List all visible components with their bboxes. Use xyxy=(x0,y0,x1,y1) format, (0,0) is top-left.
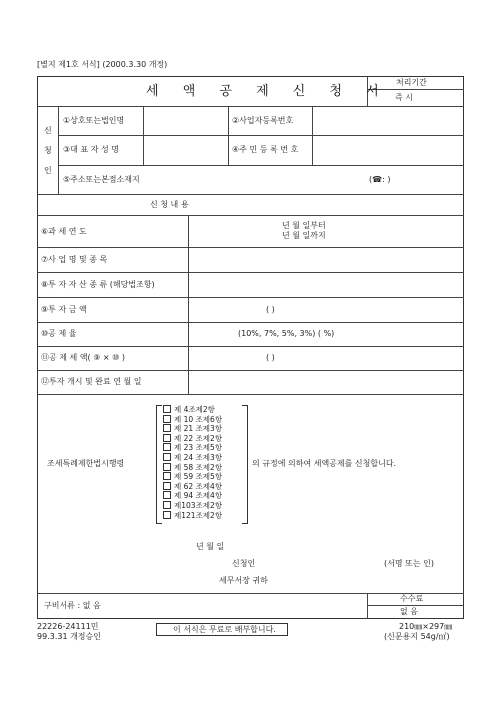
law-article-label: 제 10 조제6항 xyxy=(174,414,223,424)
law-statement: 의 규정에 의하여 세액공제를 신청합니다. xyxy=(252,459,397,468)
credit-label: ⑪공 제 세 액( ⑨ × ⑩ ) xyxy=(41,353,126,362)
divider xyxy=(37,370,464,371)
divider xyxy=(37,194,464,195)
checkbox-icon[interactable] xyxy=(163,405,171,413)
checkbox-icon[interactable] xyxy=(163,472,171,480)
checkbox-icon[interactable] xyxy=(163,424,171,432)
checkbox-icon[interactable] xyxy=(163,434,171,442)
free-notice: 이 서식은 무료로 배부합니다. xyxy=(173,625,276,634)
checkbox-icon[interactable] xyxy=(163,511,171,519)
company-name-label: ①상호또는법인명 xyxy=(63,116,125,125)
period-label: ⑫투자 개시 및 완료 연 월 일 xyxy=(41,377,142,386)
processing-label: 처리기간 xyxy=(396,78,427,87)
signature-applicant: 신청인 xyxy=(232,559,256,568)
signature-note: (서명 또는 인) xyxy=(384,559,434,568)
law-article-label: 제 24 조제3항 xyxy=(174,452,223,462)
applicant-label-3: 인 xyxy=(44,166,52,175)
form-title: 세 액 공 제 신 청 서 xyxy=(146,84,389,99)
law-article-label: 제 21 조제3항 xyxy=(174,424,223,434)
law-article-label: 제 4조제2항 xyxy=(174,405,215,414)
address-label: ⑤주소또는본점소재지 xyxy=(63,175,140,184)
rate-label: ⑩공 제 율 xyxy=(41,329,77,338)
law-article-label: 제 59 조제5항 xyxy=(174,472,223,482)
divider xyxy=(58,106,59,194)
form-table xyxy=(37,76,464,619)
business-label: ⑦사 업 명 및 종 목 xyxy=(41,255,108,264)
form-code: 22226-24111민 xyxy=(37,622,99,631)
divider xyxy=(58,135,464,136)
applicant-label-1: 신 xyxy=(44,126,52,135)
checkbox-icon[interactable] xyxy=(163,482,171,490)
resident-reg-label: ④주 민 등 록 번 호 xyxy=(232,145,299,154)
paper-size: 210㎜×297㎜ xyxy=(399,622,453,631)
rate-value: (10%, 7%, 5%, 3%) ( %) xyxy=(238,329,335,338)
law-article-item[interactable] xyxy=(163,463,222,473)
checkbox-icon[interactable] xyxy=(163,443,171,451)
law-article-item[interactable] xyxy=(163,405,222,415)
checkbox-icon[interactable] xyxy=(163,463,171,471)
law-article-item[interactable] xyxy=(163,443,222,453)
law-label: 조세특례제한법시행령 xyxy=(47,459,125,468)
law-article-list xyxy=(163,405,222,520)
processing-value: 즉 시 xyxy=(395,93,413,102)
checkbox-icon[interactable] xyxy=(163,501,171,509)
right-bracket xyxy=(242,405,248,524)
approval: 99.3.31 개정승인 xyxy=(37,632,101,641)
divider xyxy=(37,215,464,216)
law-article-item[interactable] xyxy=(163,511,222,521)
addressee: 세무서장 귀하 xyxy=(219,576,268,585)
law-article-label: 제103조제2항 xyxy=(174,500,223,510)
signature-date: 년 월 일 xyxy=(196,542,225,551)
free-notice-box xyxy=(156,623,288,636)
amount-label: ⑨투 자 금 액 xyxy=(41,305,87,314)
divider xyxy=(188,215,189,394)
law-article-item[interactable] xyxy=(163,453,222,463)
divider xyxy=(367,593,368,619)
phone-label: (☎: ) xyxy=(369,175,391,184)
paper-type: (신문용지 54g/㎡) xyxy=(384,632,450,641)
divider xyxy=(37,106,464,107)
law-article-label: 제 22 조제2항 xyxy=(174,433,223,443)
divider xyxy=(37,247,464,248)
divider xyxy=(367,605,464,606)
checkbox-icon[interactable] xyxy=(163,415,171,423)
law-article-label: 제 62 조제4항 xyxy=(174,481,223,491)
applicant-label-2: 청 xyxy=(44,146,52,155)
business-reg-label: ②사업자등록번호 xyxy=(232,116,294,125)
law-article-item[interactable] xyxy=(163,472,222,482)
law-article-item[interactable] xyxy=(163,434,222,444)
form-number: [별지 제1호 서식] (2000.3.30 개정) xyxy=(37,60,168,69)
divider xyxy=(37,346,464,347)
amount-value: ( ) xyxy=(266,305,275,314)
law-article-item[interactable] xyxy=(163,491,222,501)
credit-value: ( ) xyxy=(266,353,275,362)
law-article-label: 제 23 조제5항 xyxy=(174,443,223,453)
divider xyxy=(312,106,313,165)
divider xyxy=(37,322,464,323)
checkbox-icon[interactable] xyxy=(163,491,171,499)
fee-value: 없 음 xyxy=(400,607,418,616)
divider xyxy=(37,297,464,298)
checkbox-icon[interactable] xyxy=(163,453,171,461)
tax-year-label: ⑥과 세 연 도 xyxy=(41,227,87,236)
request-header: 신 청 내 용 xyxy=(150,200,189,209)
law-article-label: 제 94 조제4항 xyxy=(174,491,223,501)
fee-label: 수수료 xyxy=(400,594,424,603)
representative-label: ③대 표 자 성 명 xyxy=(63,145,119,154)
asset-type-label: ⑧투 자 자 산 종 류 (해당법조항) xyxy=(41,280,155,289)
tax-year-to: 년 월 일까지 xyxy=(282,231,326,240)
divider xyxy=(143,106,144,165)
divider xyxy=(58,165,464,166)
divider xyxy=(37,272,464,273)
law-article-item[interactable] xyxy=(163,424,222,434)
left-bracket xyxy=(156,405,162,524)
divider xyxy=(228,106,229,165)
attachments: 구비서류 : 없 음 xyxy=(44,601,101,610)
tax-year-from: 년 월 일부터 xyxy=(282,221,326,230)
divider xyxy=(37,394,464,395)
law-article-label: 제 58 조제2항 xyxy=(174,462,223,472)
law-article-item[interactable] xyxy=(163,501,222,511)
law-article-label: 제121조제2항 xyxy=(174,510,223,520)
law-article-item[interactable] xyxy=(163,415,222,425)
law-article-item[interactable] xyxy=(163,482,222,492)
